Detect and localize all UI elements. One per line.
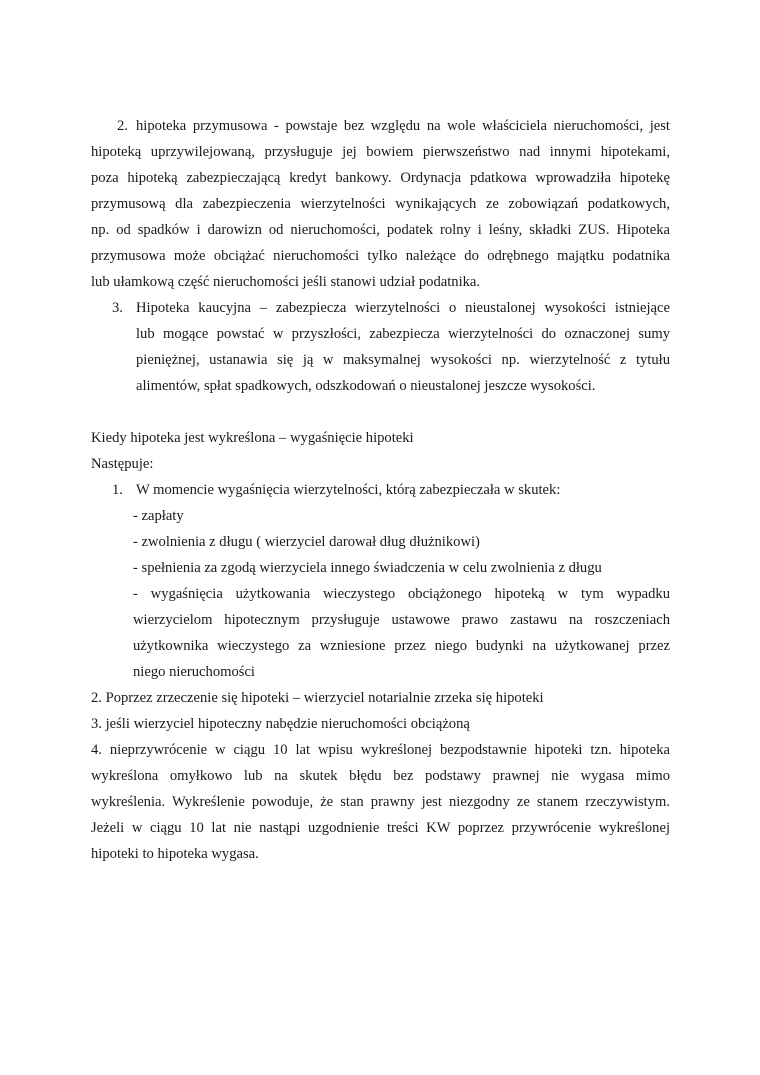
point-2: 2. Poprzez zrzeczenie się hipoteki – wierzyciel notarialnie zrzeka się hipoteki xyxy=(91,690,544,706)
item-2-line-6: przymusowa może obciążać nieruchomości tylko należące do odrębnego majątku podatnika xyxy=(91,248,670,264)
item-2-line-4: przymusową dla zabezpieczenia wierzytelności wynikających ze zobowiązań podatkowych, xyxy=(91,196,670,212)
point-4-line-4: Jeżeli w ciągu 10 lat nie nastąpi uzgodnienie treści KW poprzez przywrócenie wykreślonej xyxy=(91,820,670,836)
item-2-line-3: poza hipoteką zabezpieczającą kredyt bankowy. Ordynacja pdatkowa wprowadziła hipotekę xyxy=(91,170,670,186)
subitem-4-line-3: użytkownika wieczystego za wzniesione przez niego budynki na użytkowanej przez xyxy=(133,638,670,654)
intro-text: Następuje: xyxy=(91,456,154,472)
item-3-number: 3. xyxy=(112,300,123,316)
point-4-line-2: wykreślona omyłkowo lub na skutek błędu bez podstawy prawnej nie wygasa mimo xyxy=(91,768,670,784)
item-3-line-4: alimentów, spłat spadkowych, odszkodowań o nieustalonej jeszcze wysokości. xyxy=(136,378,596,394)
point-4-line-1: 4. nieprzywrócenie w ciągu 10 lat wpisu wykreślonej bezpodstawnie hipoteki tzn. hipoteka xyxy=(91,742,670,758)
subitem-2: - zwolnienia z długu ( wierzyciel darował dług dłużnikowi) xyxy=(133,534,480,550)
item-2-line-2: hipoteką uprzywilejowaną, przysługuje jej bowiem pierwszeństwo nad innymi hipotekami, xyxy=(91,144,670,160)
point-4-line-5: hipoteki to hipoteka wygasa. xyxy=(91,846,259,862)
subitem-1: - zapłaty xyxy=(133,508,184,524)
subitem-4-line-4: niego nieruchomości xyxy=(133,664,255,680)
item-2-line-5: np. od spadków i darowizn od nieruchomości, podatek rolny i leśny, składki ZUS. Hipoteka xyxy=(91,222,670,238)
list-1-number: 1. xyxy=(112,482,123,498)
item-2-number: 2. xyxy=(117,118,128,134)
subitem-4-line-1: - wygaśnięcia użytkowania wieczystego obciążonego hipoteką w tym wypadku xyxy=(133,586,670,602)
list-1-text: W momencie wygaśnięcia wierzytelności, którą zabezpieczała w skutek: xyxy=(136,482,561,498)
item-3-line-2: lub mogące powstać w przyszłości, zabezpiecza wierzytelności do oznaczonej sumy xyxy=(136,326,670,342)
subitem-4-line-2: wierzycielom hipotecznym przysługuje ustawowe prawo zastawu na roszczeniach xyxy=(133,612,670,628)
subitem-3: - spełnienia za zgodą wierzyciela innego świadczenia w celu zwolnienia z długu xyxy=(133,560,602,576)
point-3: 3. jeśli wierzyciel hipoteczny nabędzie nieruchomości obciążoną xyxy=(91,716,470,732)
item-3-line-3: pieniężnej, ustanawia się ją w maksymalnej wysokości np. wierzytelność z tytułu xyxy=(136,352,670,368)
point-4-line-3: wykreślenia. Wykreślenie powoduje, że stan prawny jest niezgodny ze stanem rzeczywistym. xyxy=(91,794,670,810)
item-3-line-1: Hipoteka kaucyjna – zabezpiecza wierzytelności o nieustalonej wysokości istniejące xyxy=(136,300,670,316)
section-heading: Kiedy hipoteka jest wykreślona – wygaśnięcie hipoteki xyxy=(91,430,414,446)
item-2-line-7: lub ułamkową część nieruchomości jeśli stanowi udział podatnika. xyxy=(91,274,481,290)
item-2-line-1: hipoteka przymusowa - powstaje bez względu na wole właściciela nieruchomości, jest xyxy=(136,118,670,134)
